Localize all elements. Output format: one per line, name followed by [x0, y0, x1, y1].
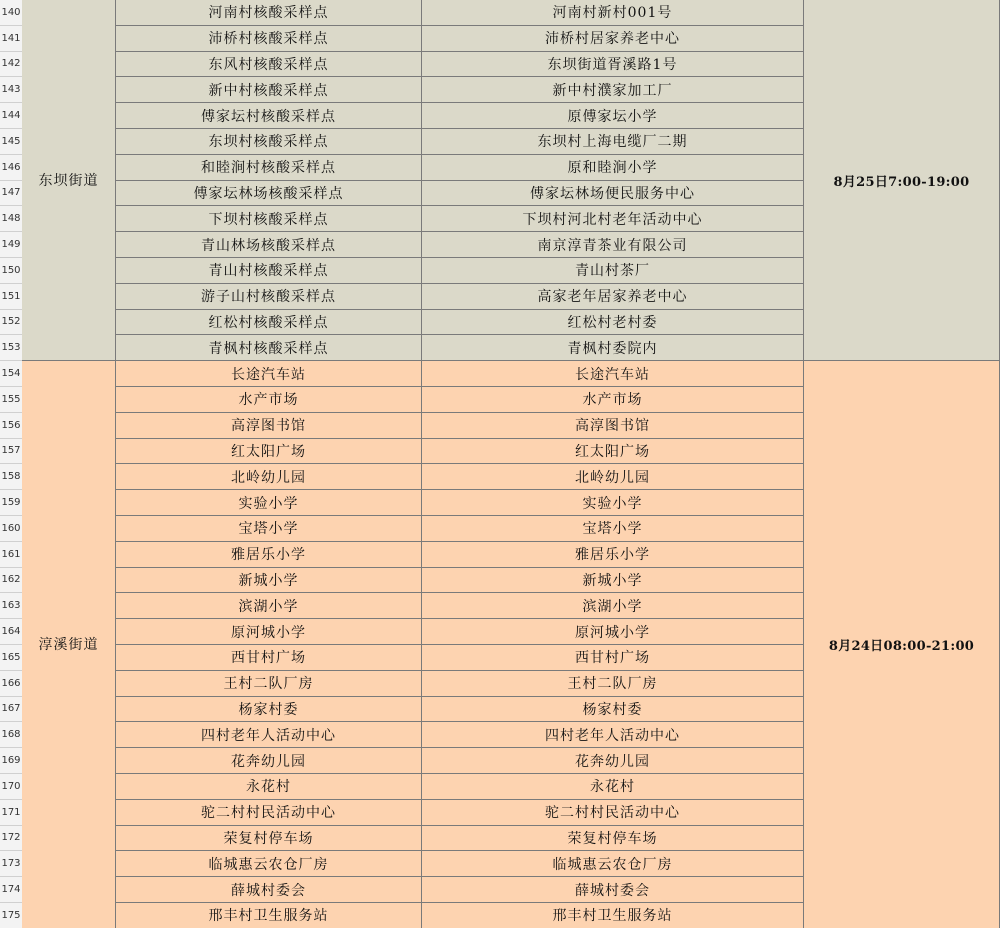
row-number[interactable]: 174 — [0, 877, 22, 903]
site-name-cell[interactable]: 沛桥村核酸采样点 — [116, 26, 422, 52]
site-address-cell[interactable]: 东坝街道胥溪路1号 — [422, 52, 804, 78]
site-name-cell[interactable]: 杨家村委 — [116, 697, 422, 723]
site-address-cell[interactable]: 花奔幼儿园 — [422, 748, 804, 774]
site-address-cell[interactable]: 高家老年居家养老中心 — [422, 284, 804, 310]
row-number[interactable]: 142 — [0, 52, 22, 78]
site-address-cell[interactable]: 下坝村河北村老年活动中心 — [422, 206, 804, 232]
sampling-time-cell[interactable]: 8月24日08:00-21:00 — [804, 361, 1000, 928]
site-address-cell[interactable]: 四村老年人活动中心 — [422, 722, 804, 748]
site-address-cell[interactable]: 傅家坛林场便民服务中心 — [422, 181, 804, 207]
row-number[interactable]: 156 — [0, 413, 22, 439]
row-number[interactable]: 152 — [0, 310, 22, 336]
site-name-cell[interactable]: 西甘村广场 — [116, 645, 422, 671]
site-address-cell[interactable]: 南京淳青茶业有限公司 — [422, 232, 804, 258]
row-number[interactable]: 147 — [0, 181, 22, 207]
row-number[interactable]: 162 — [0, 568, 22, 594]
row-number[interactable]: 173 — [0, 851, 22, 877]
site-name-cell[interactable]: 新中村核酸采样点 — [116, 77, 422, 103]
row-number[interactable]: 143 — [0, 77, 22, 103]
row-number[interactable]: 140 — [0, 0, 22, 26]
site-address-cell[interactable]: 滨湖小学 — [422, 593, 804, 619]
row-number[interactable]: 155 — [0, 387, 22, 413]
row-number[interactable]: 175 — [0, 903, 22, 928]
site-address-cell[interactable]: 青山村茶厂 — [422, 258, 804, 284]
row-number[interactable]: 165 — [0, 645, 22, 671]
site-name-cell[interactable]: 新城小学 — [116, 568, 422, 594]
site-address-cell[interactable]: 东坝村上海电缆厂二期 — [422, 129, 804, 155]
row-number[interactable]: 172 — [0, 826, 22, 852]
site-name-cell[interactable]: 东风村核酸采样点 — [116, 52, 422, 78]
district-cell[interactable]: 淳溪街道 — [22, 361, 116, 928]
site-address-cell[interactable]: 荣复村停车场 — [422, 826, 804, 852]
site-name-cell[interactable]: 王村二队厂房 — [116, 671, 422, 697]
site-address-cell[interactable]: 宝塔小学 — [422, 516, 804, 542]
row-number[interactable]: 150 — [0, 258, 22, 284]
site-name-cell[interactable]: 临城惠云农仓厂房 — [116, 851, 422, 877]
row-number[interactable]: 148 — [0, 206, 22, 232]
site-name-cell[interactable]: 青山村核酸采样点 — [116, 258, 422, 284]
site-name-cell[interactable]: 宝塔小学 — [116, 516, 422, 542]
site-address-cell[interactable]: 王村二队厂房 — [422, 671, 804, 697]
site-address-cell[interactable]: 西甘村广场 — [422, 645, 804, 671]
site-address-cell[interactable]: 新城小学 — [422, 568, 804, 594]
site-name-cell[interactable]: 四村老年人活动中心 — [116, 722, 422, 748]
site-address-cell[interactable]: 原和睦涧小学 — [422, 155, 804, 181]
row-number[interactable]: 153 — [0, 335, 22, 361]
row-number[interactable]: 146 — [0, 155, 22, 181]
row-number[interactable]: 149 — [0, 232, 22, 258]
site-name-cell[interactable]: 青枫村核酸采样点 — [116, 335, 422, 361]
site-address-cell[interactable]: 水产市场 — [422, 387, 804, 413]
site-name-cell[interactable]: 和睦涧村核酸采样点 — [116, 155, 422, 181]
site-name-cell[interactable]: 滨湖小学 — [116, 593, 422, 619]
site-address-cell[interactable]: 驼二村村民活动中心 — [422, 800, 804, 826]
row-number[interactable]: 171 — [0, 800, 22, 826]
row-number[interactable]: 163 — [0, 593, 22, 619]
site-name-cell[interactable]: 东坝村核酸采样点 — [116, 129, 422, 155]
site-address-cell[interactable]: 原傅家坛小学 — [422, 103, 804, 129]
site-name-cell[interactable]: 河南村核酸采样点 — [116, 0, 422, 26]
row-number[interactable]: 167 — [0, 697, 22, 723]
site-name-cell[interactable]: 荣复村停车场 — [116, 826, 422, 852]
site-address-cell[interactable]: 青枫村委院内 — [422, 335, 804, 361]
site-name-cell[interactable]: 北岭幼儿园 — [116, 464, 422, 490]
site-name-cell[interactable]: 长途汽车站 — [116, 361, 422, 387]
row-number[interactable]: 159 — [0, 490, 22, 516]
site-name-cell[interactable]: 游子山村核酸采样点 — [116, 284, 422, 310]
site-address-cell[interactable]: 永花村 — [422, 774, 804, 800]
site-address-cell[interactable]: 红松村老村委 — [422, 310, 804, 336]
site-name-cell[interactable]: 红太阳广场 — [116, 439, 422, 465]
site-name-cell[interactable]: 实验小学 — [116, 490, 422, 516]
site-name-cell[interactable]: 驼二村村民活动中心 — [116, 800, 422, 826]
row-number[interactable]: 141 — [0, 26, 22, 52]
row-number[interactable]: 161 — [0, 542, 22, 568]
site-name-cell[interactable]: 傅家坛林场核酸采样点 — [116, 181, 422, 207]
site-name-cell[interactable]: 高淳图书馆 — [116, 413, 422, 439]
site-address-cell[interactable]: 邢丰村卫生服务站 — [422, 903, 804, 928]
site-name-cell[interactable]: 雅居乐小学 — [116, 542, 422, 568]
site-address-cell[interactable]: 雅居乐小学 — [422, 542, 804, 568]
row-number[interactable]: 169 — [0, 748, 22, 774]
site-address-cell[interactable]: 北岭幼儿园 — [422, 464, 804, 490]
site-name-cell[interactable]: 水产市场 — [116, 387, 422, 413]
site-name-cell[interactable]: 青山林场核酸采样点 — [116, 232, 422, 258]
row-number[interactable]: 170 — [0, 774, 22, 800]
row-number[interactable]: 160 — [0, 516, 22, 542]
site-name-cell[interactable]: 花奔幼儿园 — [116, 748, 422, 774]
site-address-cell[interactable]: 高淳图书馆 — [422, 413, 804, 439]
site-address-cell[interactable]: 红太阳广场 — [422, 439, 804, 465]
sampling-time-cell[interactable]: 8月25日7:00-19:00 — [804, 0, 1000, 361]
site-address-cell[interactable]: 沛桥村居家养老中心 — [422, 26, 804, 52]
row-number[interactable]: 154 — [0, 361, 22, 387]
row-number[interactable]: 144 — [0, 103, 22, 129]
site-address-cell[interactable]: 河南村新村001号 — [422, 0, 804, 26]
site-address-cell[interactable]: 临城惠云农仓厂房 — [422, 851, 804, 877]
row-number[interactable]: 166 — [0, 671, 22, 697]
site-name-cell[interactable]: 薛城村委会 — [116, 877, 422, 903]
row-number[interactable]: 151 — [0, 284, 22, 310]
site-name-cell[interactable]: 下坝村核酸采样点 — [116, 206, 422, 232]
row-number[interactable]: 158 — [0, 464, 22, 490]
site-name-cell[interactable]: 永花村 — [116, 774, 422, 800]
row-number[interactable]: 168 — [0, 722, 22, 748]
row-number[interactable]: 145 — [0, 129, 22, 155]
site-address-cell[interactable]: 原河城小学 — [422, 619, 804, 645]
site-name-cell[interactable]: 傅家坛村核酸采样点 — [116, 103, 422, 129]
site-address-cell[interactable]: 长途汽车站 — [422, 361, 804, 387]
site-name-cell[interactable]: 原河城小学 — [116, 619, 422, 645]
site-address-cell[interactable]: 薛城村委会 — [422, 877, 804, 903]
site-address-cell[interactable]: 实验小学 — [422, 490, 804, 516]
row-header-column — [0, 0, 23, 928]
site-address-cell[interactable]: 杨家村委 — [422, 697, 804, 723]
row-number[interactable]: 164 — [0, 619, 22, 645]
district-cell[interactable]: 东坝街道 — [22, 0, 116, 361]
site-address-cell[interactable]: 新中村濮家加工厂 — [422, 77, 804, 103]
row-number[interactable]: 157 — [0, 439, 22, 465]
site-name-cell[interactable]: 邢丰村卫生服务站 — [116, 903, 422, 928]
site-name-cell[interactable]: 红松村核酸采样点 — [116, 310, 422, 336]
